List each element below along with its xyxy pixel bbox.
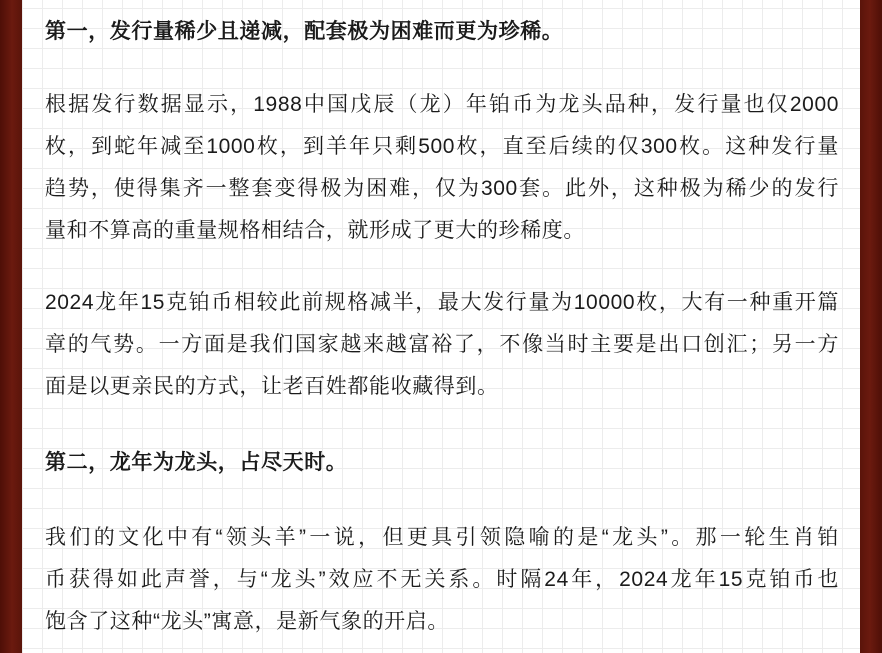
paragraph-2 bbox=[45, 282, 839, 408]
paragraph-1 bbox=[45, 84, 839, 252]
paragraph-1-line-4: 量和不算高的重量规格相结合，就形成了更大的珍稀度。 bbox=[45, 219, 585, 242]
article-content bbox=[45, 11, 839, 643]
paragraph-2-line-2: 章的气势。一方面是我们国家越来越富裕了，不像当时主要是出口创汇；另一方 bbox=[45, 333, 839, 356]
paragraph-2-line-3: 面是以更亲民的方式，让老百姓都能收藏得到。 bbox=[45, 375, 499, 398]
paragraph-1-line-2: 枚，到蛇年减至1000枚，到羊年只剩500枚，直至后续的仅300枚。这种发行量 bbox=[45, 135, 839, 158]
paragraph-3-line-2: 币获得如此声誉，与“龙头”效应不无关系。时隔24年，2024龙年15克铂币也 bbox=[45, 568, 839, 591]
paragraph-3-line-3: 饱含了这种“龙头”寓意，是新气象的开启。 bbox=[45, 610, 449, 633]
paragraph-3 bbox=[45, 517, 839, 643]
right-border bbox=[860, 0, 882, 653]
paragraph-2-line-1: 2024龙年15克铂币相较此前规格减半，最大发行量为10000枚，大有一种重开篇 bbox=[45, 291, 839, 314]
section-heading-2: 第二，龙年为龙头，占尽天时。 bbox=[45, 451, 348, 474]
paragraph-1-line-1: 根据发行数据显示，1988中国戊辰（龙）年铂币为龙头品种，发行量也仅2000 bbox=[45, 93, 839, 116]
left-border bbox=[0, 0, 22, 653]
paragraph-1-line-3: 趋势，使得集齐一整套变得极为困难，仅为300套。此外，这种极为稀少的发行 bbox=[45, 177, 839, 200]
paragraph-3-line-1: 我们的文化中有“领头羊”一说，但更具引领隐喻的是“龙头”。那一轮生肖铂 bbox=[45, 526, 839, 549]
section-heading-1: 第一，发行量稀少且递减，配套极为困难而更为珍稀。 bbox=[45, 20, 564, 43]
